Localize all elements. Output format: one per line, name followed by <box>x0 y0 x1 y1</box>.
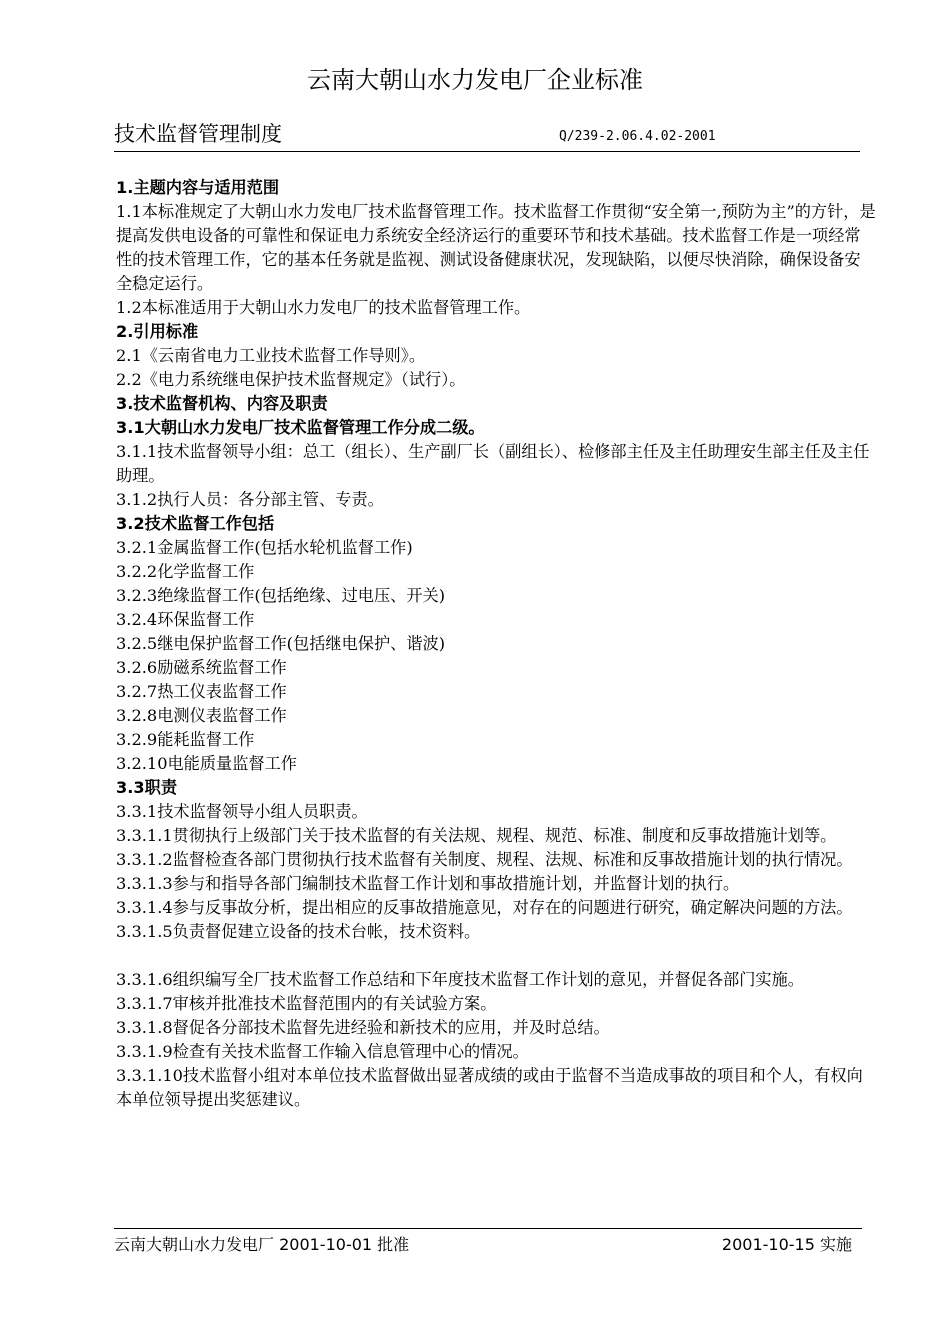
paragraph: 3.3.1.1贯彻执行上级部门关于技术监督的有关法规、规程、规范、标准、制度和反事故措施计划等。 <box>116 826 837 845</box>
paragraph: 2.2《电力系统继电保护技术监督规定》（试行）。 <box>116 370 466 389</box>
paragraph: 3.3.1.2监督检查各部门贯彻执行技术监督有关制度、规程、法规、标准和反事故措施计划的执行情况。 <box>116 850 853 869</box>
paragraph: 3.1.1技术监督领导小组：总工（组长）、生产副厂长（副组长）、检修部主任及主任助理安生部主任及主任助理。 <box>116 442 870 485</box>
paragraph: 3.3.1技术监督领导小组人员职责。 <box>116 802 368 821</box>
paragraph: 3.2.4环保监督工作 <box>116 610 255 629</box>
paragraph: 3.3.1.3参与和指导各部门编制技术监督工作计划和事故措施计划，并监督计划的执行。 <box>116 874 740 893</box>
paragraph: 1.1本标准规定了大朝山水力发电厂技术监督管理工作。技术监督工作贯彻“安全第一,预防为主”的方针，是提高发供电设备的可靠性和保证电力系统安全经济运行的重要环节和技术基础。技术监督工作是一项经常性的技术管理工作，它的基本任务就是监视、测试设备健康状况，发现缺陷，以便尽快消除，确保设备安全稳定运行。 <box>116 202 876 293</box>
section-heading: 3.2技术监督工作包括 <box>116 514 275 533</box>
paragraph: 3.3.1.9检查有关技术监督工作输入信息管理中心的情况。 <box>116 1042 529 1061</box>
paragraph: 3.2.6励磁系统监督工作 <box>116 658 287 677</box>
paragraph: 3.3.1.7审核并批准技术监督范围内的有关试验方案。 <box>116 994 497 1013</box>
implementation-date: 2001-10-15 实施 <box>721 1235 852 1254</box>
paragraph: 3.1.2执行人员：各分部主管、专责。 <box>116 490 384 509</box>
section-heading: 3.1大朝山水力发电厂技术监督管理工作分成二级。 <box>116 418 485 437</box>
paragraph: 1.2本标准适用于大朝山水力发电厂的技术监督管理工作。 <box>116 298 531 317</box>
paragraph: 3.3.1.8督促各分部技术监督先进经验和新技术的应用，并及时总结。 <box>116 1018 610 1037</box>
blank-line <box>116 944 876 968</box>
section-heading: 2.引用标准 <box>116 322 199 341</box>
paragraph: 3.2.7热工仪表监督工作 <box>116 682 287 701</box>
paragraph: 3.2.10电能质量监督工作 <box>116 754 297 773</box>
document-header <box>114 121 860 152</box>
document-body <box>116 176 876 1112</box>
section-heading: 3.技术监督机构、内容及职责 <box>116 394 328 413</box>
paragraph: 3.3.1.4参与反事故分析，提出相应的反事故措施意见，对存在的问题进行研究，确定解决问题的方法。 <box>116 898 853 917</box>
footer-divider <box>114 1228 862 1229</box>
paragraph: 3.2.1金属监督工作(包括水轮机监督工作) <box>116 538 413 557</box>
paragraph: 2.1《云南省电力工业技术监督工作导则》。 <box>116 346 426 365</box>
paragraph: 3.2.5继电保护监督工作(包括继电保护、谐波) <box>116 634 446 653</box>
document-code: Q/239-2.06.4.02-2001 <box>559 129 716 144</box>
document-title: 技术监督管理制度 <box>114 122 282 146</box>
paragraph: 3.2.3绝缘监督工作(包括绝缘、过电压、开关) <box>116 586 446 605</box>
approval-note: 云南大朝山水力发电厂 2001-10-01 批准 <box>114 1235 410 1254</box>
section-heading: 1.主题内容与适用范围 <box>116 178 280 197</box>
paragraph: 3.2.8电测仪表监督工作 <box>116 706 287 725</box>
paragraph: 3.3.1.6组织编写全厂技术监督工作总结和下年度技术监督工作计划的意见，并督促各部门实施。 <box>116 970 804 989</box>
paragraph: 3.3.1.10技术监督小组对本单位技术监督做出显著成绩的或由于监督不当造成事故的项目和个人，有权向本单位领导提出奖惩建议。 <box>116 1066 863 1109</box>
org-standard-title: 云南大朝山水力发电厂企业标准 <box>307 66 643 94</box>
section-heading: 3.3职责 <box>116 778 178 797</box>
paragraph: 3.2.2化学监督工作 <box>116 562 255 581</box>
paragraph: 3.3.1.5负责督促建立设备的技术台帐，技术资料。 <box>116 922 481 941</box>
paragraph: 3.2.9能耗监督工作 <box>116 730 255 749</box>
